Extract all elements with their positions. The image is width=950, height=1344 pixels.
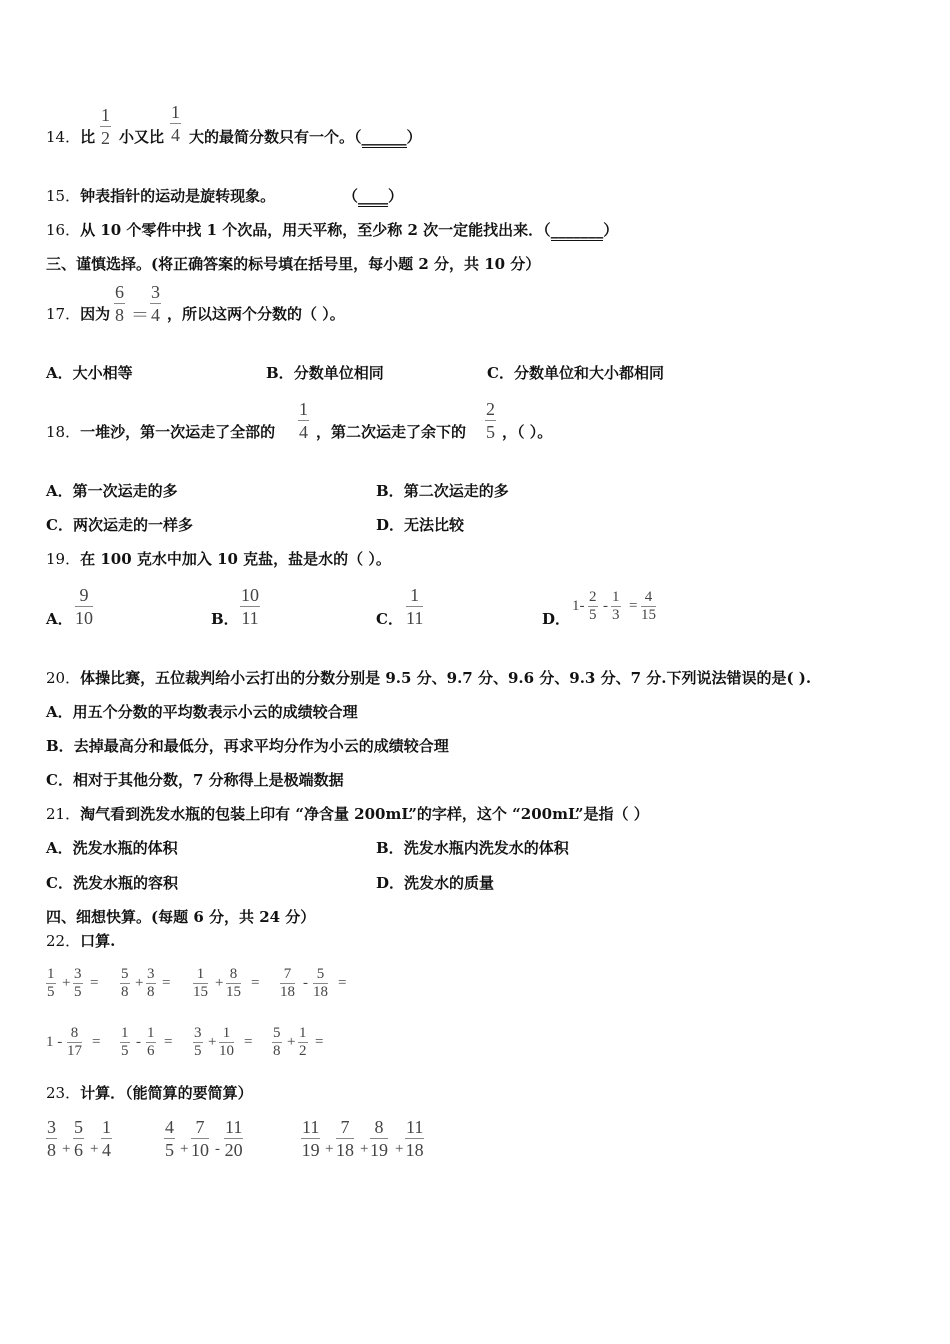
answer-blank[interactable]: _______ [550,221,604,239]
fraction-1-11: 1 11 [406,585,424,628]
option-c[interactable]: C．洗发水瓶的容积 [46,874,178,892]
option-b[interactable]: B．分数单位相同 [266,364,384,382]
fraction: 1 2 [299,1025,307,1059]
fraction: 5 18 [313,966,328,1000]
option-d[interactable]: D． [542,610,571,628]
fraction: 1 6 [147,1025,155,1059]
fraction: 8 15 [226,966,241,1000]
fraction: 1 5 [47,966,55,1000]
option-a[interactable]: A． [46,610,73,628]
fraction-4-15: 4 15 [641,589,656,623]
question-23: 23．计算．（能简算的要简算） [46,1084,253,1102]
question-14: 14．比 [46,128,96,146]
fraction-1-2: 1 2 [101,105,110,148]
question-20: 20．体操比赛，五位裁判给小云打出的分数分别是 9.5 分、9.7 分、9.6 分、9.3 分、7 分.下列说法错误的是( ). [46,669,812,687]
section-4-title: 四、细想快算。(每题 6 分，共 24 分） [46,908,316,926]
option-c[interactable]: C． [376,610,403,628]
fraction: 3 8 [147,966,155,1000]
option-d[interactable]: D．洗发水的质量 [376,874,495,892]
fraction: 1 4 [102,1117,111,1160]
option-d[interactable]: D．无法比较 [376,516,465,534]
option-c[interactable]: C．分数单位和大小都相同 [487,364,664,382]
fraction-2-5: 2 5 [589,589,597,623]
fraction: 11 18 [405,1117,424,1160]
option-a[interactable]: A．大小相等 [46,364,133,382]
fraction-6-8: 6 8 [115,282,124,325]
answer-blank[interactable]: ______ [361,128,407,146]
option-a[interactable]: A．第一次运走的多 [46,482,178,500]
fraction-9-10: 9 10 [75,585,93,628]
option-c[interactable]: C．相对于其他分数，7 分称得上是极端数据 [46,771,344,789]
fraction: 1 10 [219,1025,234,1059]
fraction: 5 6 [74,1117,83,1160]
fraction-10-11: 10 11 [241,585,259,628]
fraction: 1 15 [193,966,208,1000]
fraction: 11 20 [224,1117,243,1160]
option-b[interactable]: B．第二次运走的多 [376,482,509,500]
fraction-1-4: 1 4 [299,399,308,442]
fraction: 3 5 [74,966,82,1000]
question-19: 19．在 100 克水中加入 10 克盐，盐是水的（ ）。 [46,550,391,568]
fraction: 7 18 [336,1117,354,1160]
fraction: 8 17 [67,1025,82,1059]
question-21: 21．淘气看到洗发水瓶的包装上印有 “净含量 200mL”的字样，这个 “200mL”是指（ ） [46,805,649,823]
fraction: 8 19 [370,1117,388,1160]
fraction-1-3: 1 3 [612,589,620,623]
question-number: 14． [46,128,81,146]
option-c[interactable]: C．两次运走的一样多 [46,516,193,534]
option-a[interactable]: A．用五个分数的平均数表示小云的成绩较合理 [46,703,358,721]
fraction-3-4: 3 4 [151,282,160,325]
fraction: 5 8 [273,1025,281,1059]
fraction: 7 10 [191,1117,209,1160]
fraction: 3 8 [47,1117,56,1160]
option-b[interactable]: B． [211,610,239,628]
fraction: 1 5 [121,1025,129,1059]
section-3-title: 三、谨慎选择。(将正确答案的标号填在括号里，每小题 2 分，共 10 分） [46,255,541,273]
question-16: 16．从 10 个零件中找 1 个次品，用天平称，至少称 2 次一定能找出来．（_______） [46,221,619,239]
answer-blank[interactable]: ____ [358,187,389,205]
fraction: 3 5 [194,1025,202,1059]
option-b[interactable]: B．去掉最高分和最低分，再求平均分作为小云的成绩较合理 [46,737,449,755]
question-15: 15．钟表指针的运动是旋转现象。 [46,187,276,205]
fraction-1-4: 1 4 [171,102,180,145]
question-18: 18．一堆沙，第一次运走了全部的 [46,423,276,441]
option-b[interactable]: B．洗发水瓶内洗发水的体积 [376,839,569,857]
fraction: 4 5 [165,1117,174,1160]
fraction: 11 19 [301,1117,320,1160]
question-17: 17．因为 [46,305,111,323]
fraction: 7 18 [280,966,295,1000]
fraction-2-5: 2 5 [486,399,495,442]
fraction: 5 8 [121,966,129,1000]
question-22: 22．口算. [46,932,116,950]
option-a[interactable]: A．洗发水瓶的体积 [46,839,178,857]
